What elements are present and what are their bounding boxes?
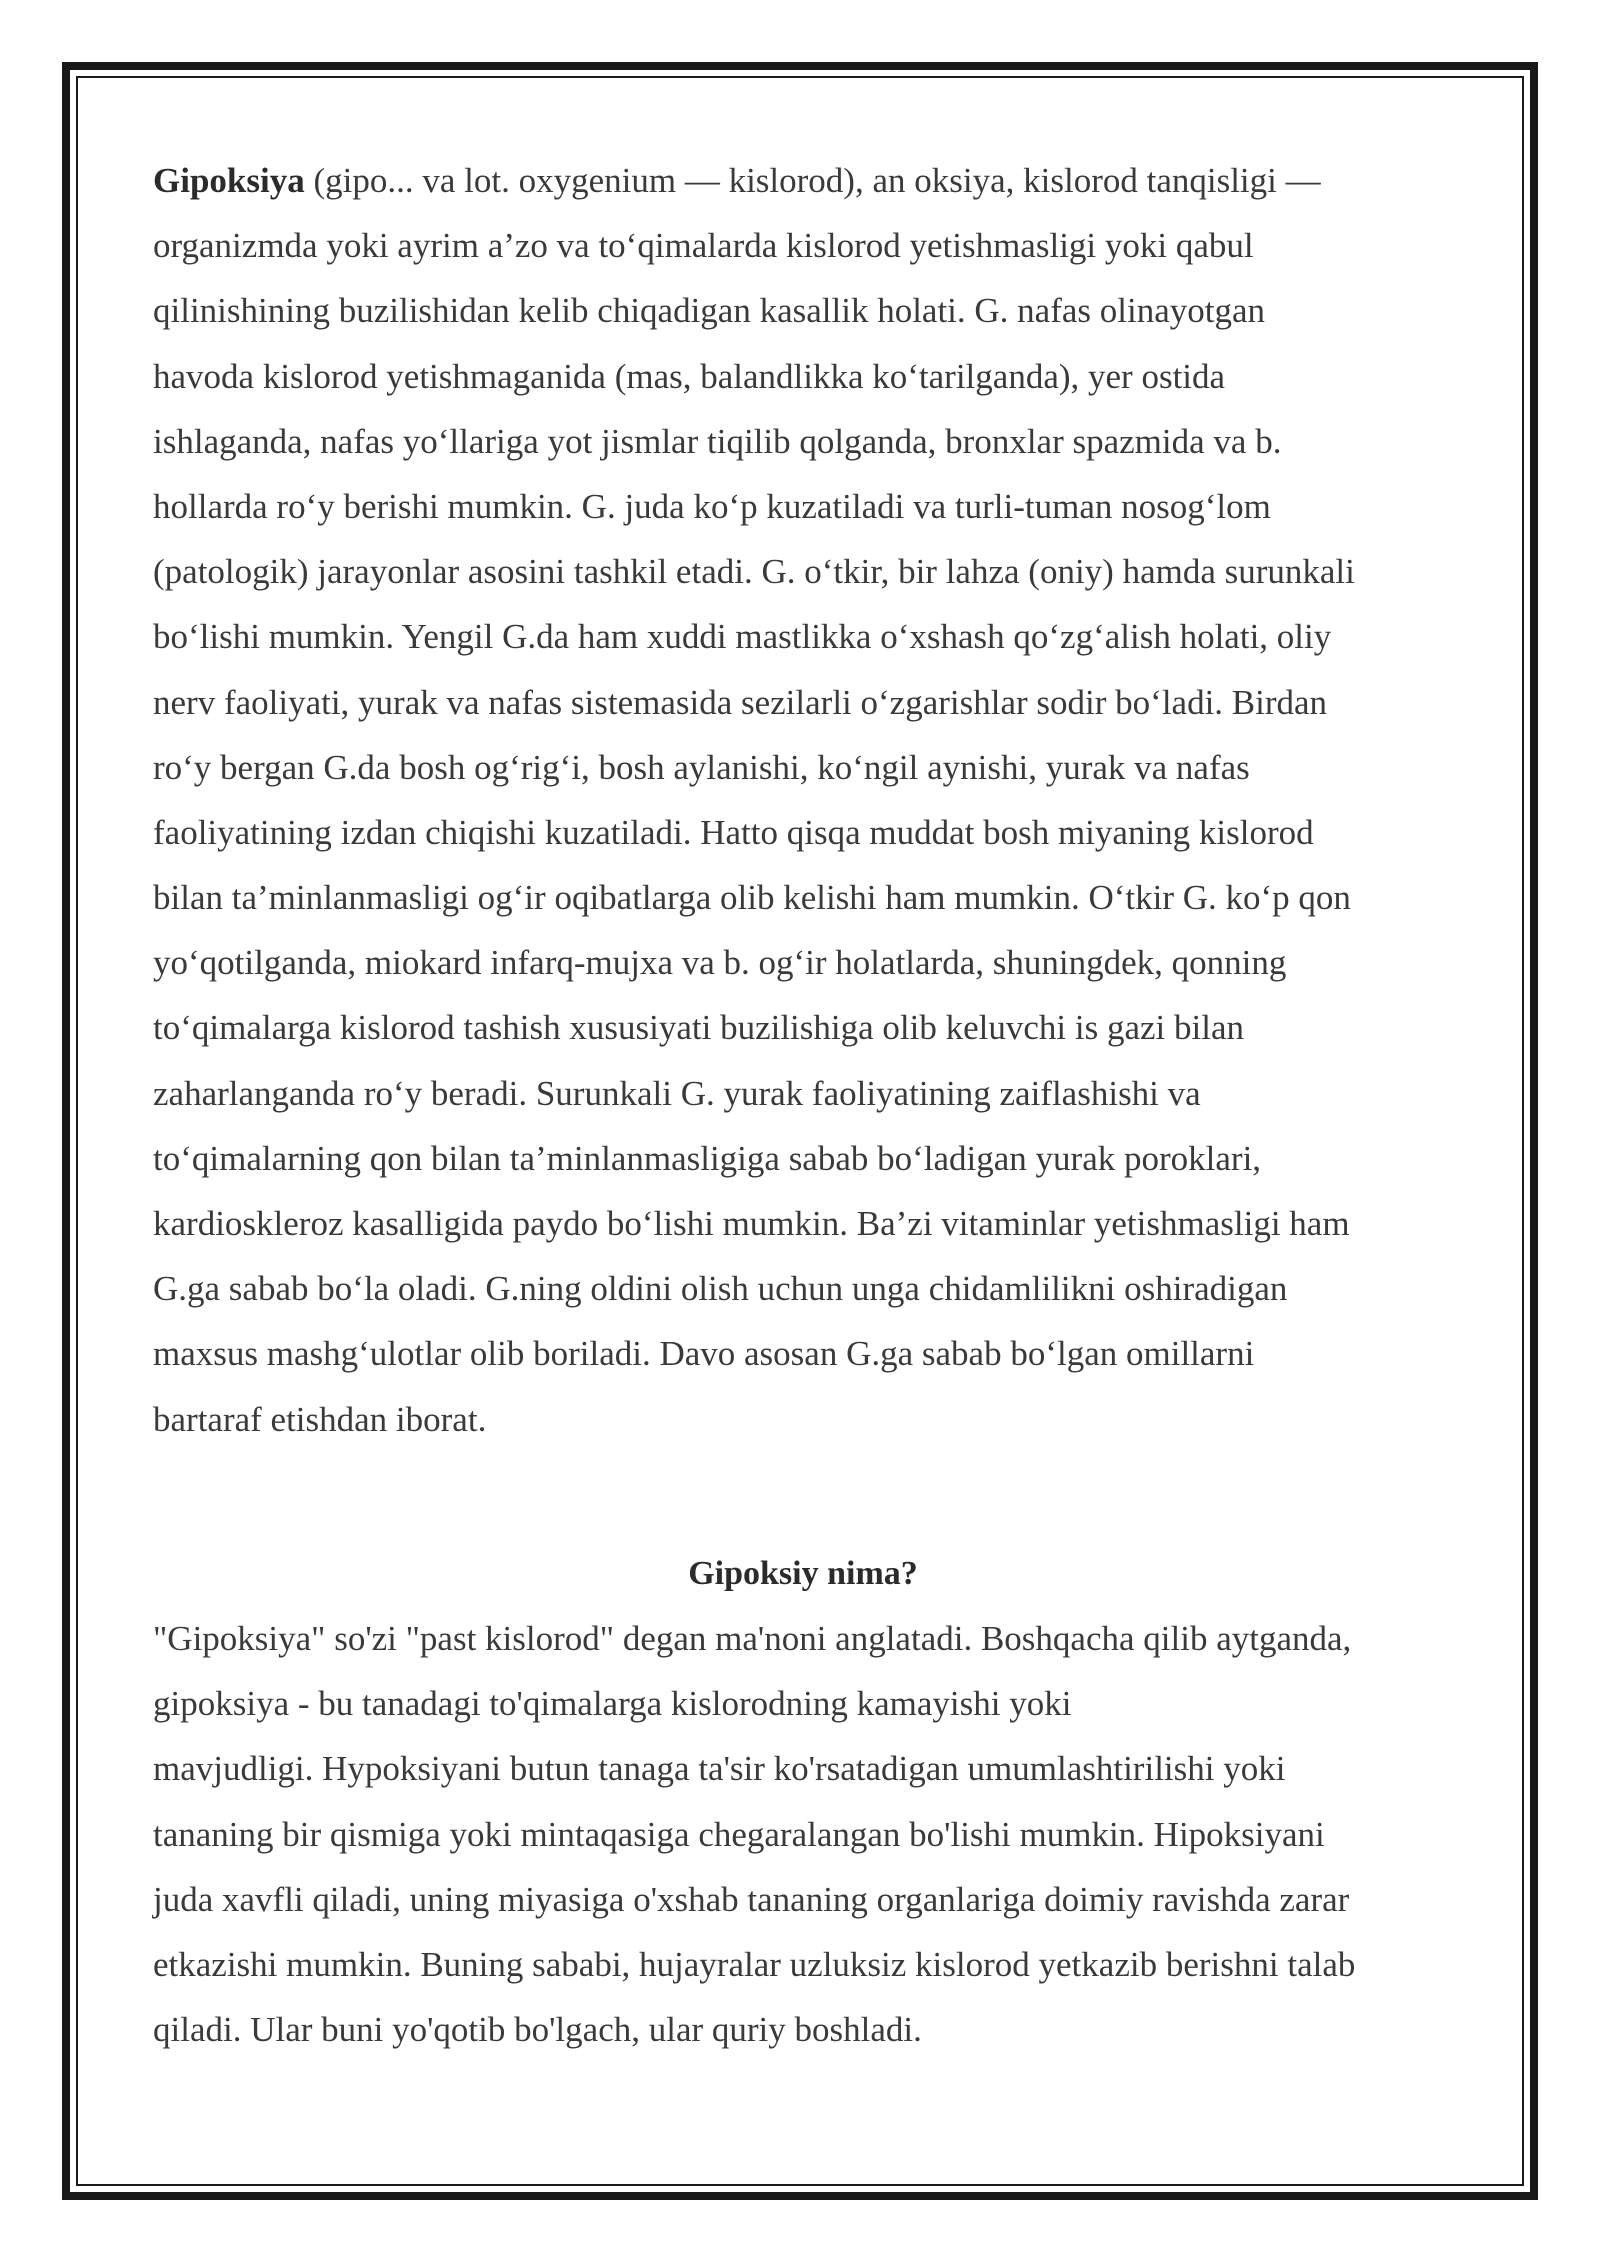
paragraph-line: "Gipoksiya" so'zi "past kislorod" degan ma'noni anglatadi. Boshqacha qilib aytganda, [153,1619,1352,1658]
document-content [153,148,1453,2050]
paragraph-line: havoda kislorod yetishmaganida (mas, balandlikka ko‘tarilganda), yer ostida [153,356,1226,396]
paragraph-line: maxsus mashg‘ulotlar olib boriladi. Davo asosan G.ga sabab bo‘lgan omillarni [153,1334,1255,1374]
paragraph-line: qiladi. Ular buni yo'qotib bo'lgach, ular quriy boshladi. [153,2010,922,2050]
article-term: Gipoksiya [153,161,305,200]
paragraph-line: bilan ta’minlanmasligi og‘ir oqibatlarga olib kelishi ham mumkin. O‘tkir G. ko‘p qon [153,878,1351,918]
paragraph-line: (patologik) jarayonlar asosini tashkil etadi. G. o‘tkir, bir lahza (oniy) hamda surunkali [153,552,1355,592]
paragraph-line: to‘qimalarga kislorod tashish xususiyati buzilishiga olib keluvchi is gazi bilan [153,1008,1244,1048]
paragraph-line: etkazishi mumkin. Buning sababi, hujayralar uzluksiz kislorod yetkazib berishni talab [153,1944,1356,1984]
paragraph-line: organizmda yoki ayrim a’zo va to‘qimalarda kislorod yetishmasligi yoki qabul [153,226,1254,266]
section-heading: Gipoksiy nima? [688,1555,918,1592]
paragraph-line [153,148,1453,213]
paragraph-line: ro‘y bergan G.da bosh og‘rig‘i, bosh aylanishi, ko‘ngil aynishi, yurak va nafas [153,747,1250,787]
paragraph-line: juda xavfli qiladi, uning miyasiga o'xshab tananing organlariga doimiy ravishda zarar [153,1879,1350,1919]
paragraph-line: nerv faoliyati, yurak va nafas sistemasida sezilarli o‘zgarishlar sodir bo‘ladi. Birdan [153,682,1328,722]
paragraph-line-text: (gipo... va lot. oxygenium — kislorod), an oksiya, kislorod tanqisligi — [304,161,1321,200]
article-paragraph [153,148,1453,1452]
paragraph-line: qilinishining buzilishidan kelib chiqadigan kasallik holati. G. nafas olinayotgan [153,291,1266,331]
paragraph-line: ishlaganda, nafas yo‘llariga yot jismlar tiqilib qolganda, bronxlar spazmida va b. [153,421,1282,461]
paragraph-line: zaharlanganda ro‘y beradi. Surunkali G. yurak faoliyatining zaiflashishi va [153,1073,1201,1113]
paragraph-line: tananing bir qismiga yoki mintaqasiga chegaralangan bo'lishi mumkin. Hipoksiyani [153,1814,1325,1854]
paragraph-line: bartaraf etishdan iborat. [153,1399,487,1439]
paragraph-line: bo‘lishi mumkin. Yengil G.da ham xuddi mastlikka o‘xshash qo‘zg‘alish holati, oliy [153,617,1332,657]
paragraph-line: yo‘qotilganda, miokard infarq-mujxa va b. og‘ir holatlarda, shuningdek, qonning [153,943,1287,983]
paragraph-line: faoliyatining izdan chiqishi kuzatiladi. Hatto qisqa muddat bosh miyaning kislorod [153,812,1314,852]
section-paragraph [153,1606,1453,2062]
paragraph-line: gipoksiya - bu tanadagi to'qimalarga kislorodning kamayishi yoki [153,1684,1072,1724]
paragraph-line: hollarda ro‘y berishi mumkin. G. juda ko‘p kuzatiladi va turli-tuman nosog‘lom [153,486,1271,526]
paragraph-line: to‘qimalarning qon bilan ta’minlanmasligiga sabab bo‘ladigan yurak poroklari, [153,1138,1262,1178]
paragraph-line: mavjudligi. Hypoksiyani butun tanaga ta'sir ko'rsatadigan umumlashtirilishi yoki [153,1749,1286,1789]
paragraph-line: kardioskleroz kasalligida paydo bo‘lishi mumkin. Ba’zi vitaminlar yetishmasligi ham [153,1204,1350,1243]
paragraph-line: G.ga sabab bo‘la oladi. G.ning oldini olish uchun unga chidamlilikni oshiradigan [153,1269,1288,1309]
